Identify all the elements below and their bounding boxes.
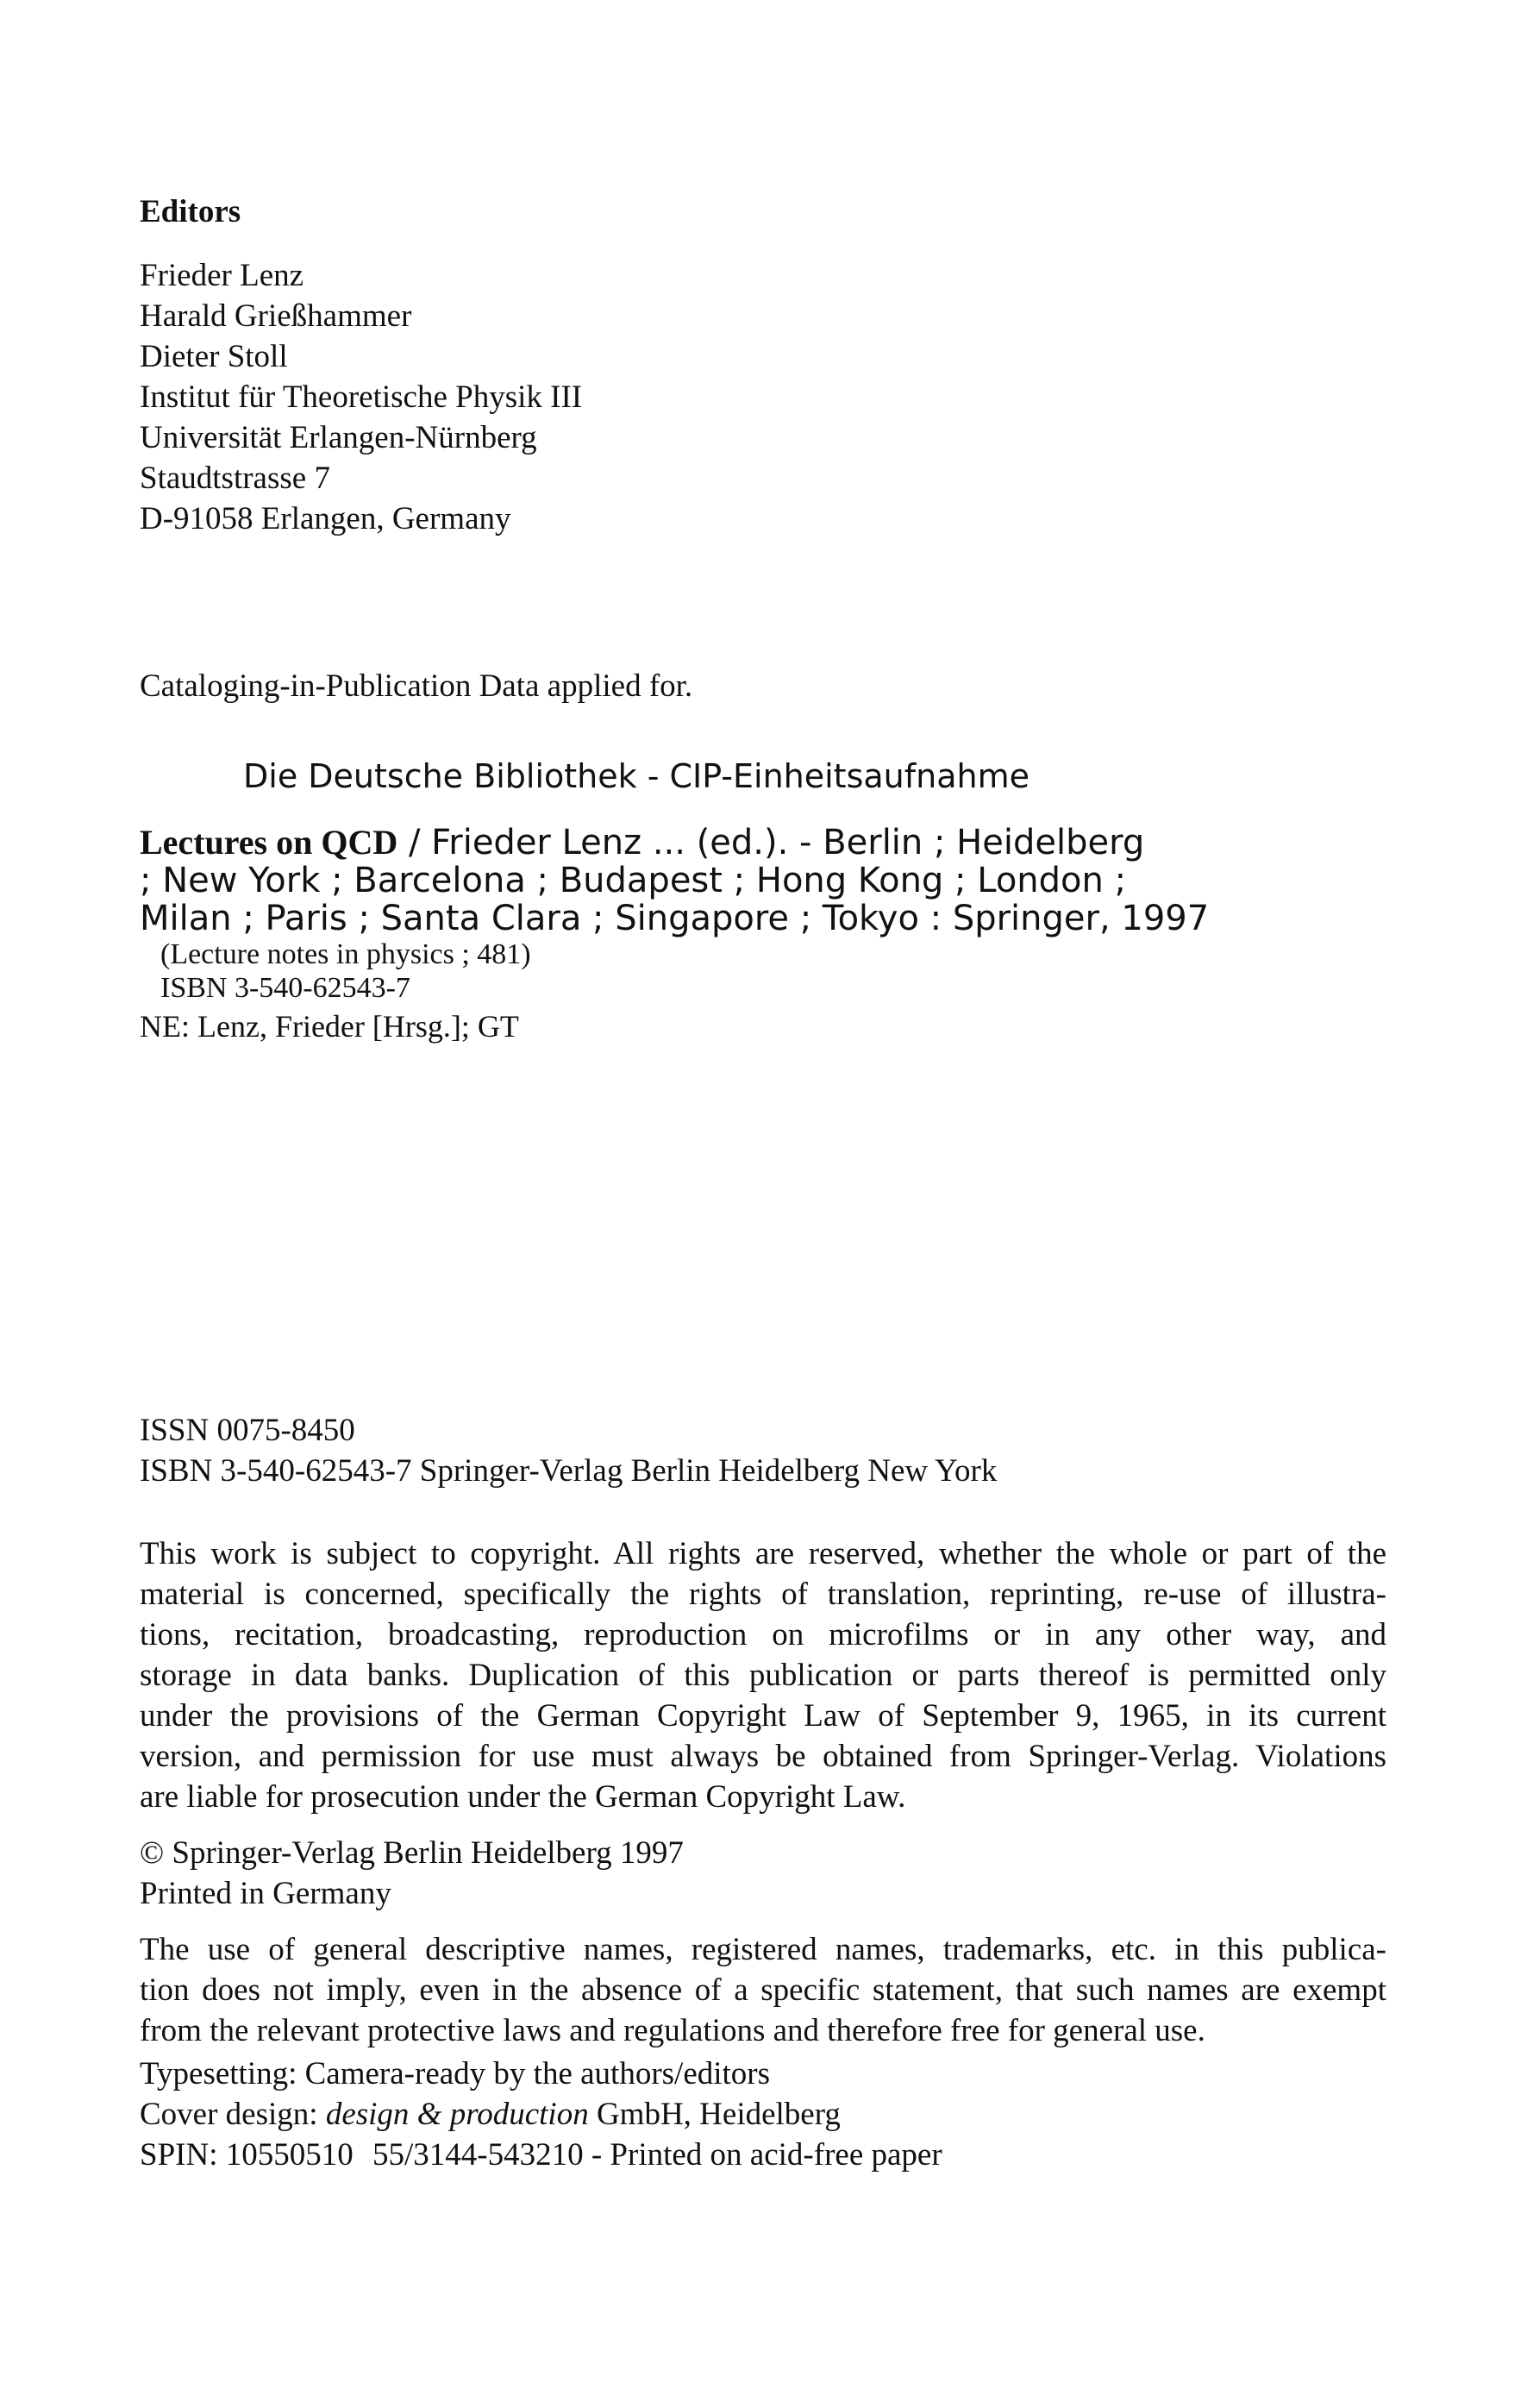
spin-number: SPIN: 10550510 (140, 2137, 354, 2173)
university-line: Universität Erlangen-Nürnberg (140, 420, 537, 455)
editors-heading: Editors (140, 194, 241, 229)
cip-record (140, 824, 1209, 1048)
typesetting-line: Typesetting: Camera-ready by the authors/editors (140, 2056, 771, 2091)
copyright-line: under the provisions of the German Copyright Law of September 9, 1965, in its current (140, 1698, 1386, 1734)
spin-line (140, 2135, 942, 2175)
cover-label: Cover design: (140, 2097, 326, 2132)
identifiers (140, 1410, 997, 1491)
editor-name: Dieter Stoll (140, 339, 288, 374)
isbn-line: ISBN 3-540-62543-7 Springer-Verlag Berlin Heidelberg New York (140, 1453, 998, 1489)
cip-series: (Lecture notes in physics ; 481) (160, 938, 531, 970)
cip-ne: NE: Lenz, Frieder [Hrsg.]; GT (140, 1009, 519, 1044)
cip-isbn: ISBN 3-540-62543-7 (160, 972, 410, 1004)
cover-design-line (140, 2094, 942, 2135)
publisher-copyright: © Springer-Verlag Berlin Heidelberg 1997 (140, 1835, 684, 1871)
editor-name: Harald Grießhammer (140, 298, 412, 334)
cip-line-3: Milan ; Paris ; Santa Clara ; Singapore ; Tokyo : Springer, 1997 (140, 899, 1210, 938)
credits-block (140, 2054, 942, 2175)
cover-designer: design & production (325, 2097, 589, 2132)
trademark-notice (140, 1929, 1386, 2051)
copyright-line: This work is subject to copyright. All rights are reserved, whether the whole or part of the (140, 1536, 1386, 1571)
printed-in: Printed in Germany (140, 1876, 391, 1911)
cip-line-2: ; New York ; Barcelona ; Budapest ; Hong Kong ; London ; (140, 861, 1127, 900)
copyright-notice (140, 1533, 1386, 1817)
institute-line: Institut für Theoretische Physik III (140, 379, 583, 415)
copyright-line: tions, recitation, broadcasting, reproduction on microfilms or in any other way, and (140, 1617, 1386, 1652)
cip-title: Lectures on QCD (140, 823, 398, 862)
street-line: Staudtstrasse 7 (140, 461, 330, 496)
trademark-line: The use of general descriptive names, registered names, trademarks, etc. in this publica- (140, 1932, 1386, 1967)
publisher-block (140, 1833, 684, 1914)
copyright-line: are liable for prosecution under the German Copyright Law. (140, 1779, 906, 1815)
cover-rest: GmbH, Heidelberg (588, 2097, 841, 2132)
issn-line: ISSN 0075-8450 (140, 1413, 355, 1448)
city-line: D-91058 Erlangen, Germany (140, 501, 511, 536)
cip-header: Die Deutsche Bibliothek - CIP-Einheitsaufnahme (243, 757, 1029, 795)
copyright-line: material is concerned, specifically the rights of translation, reprinting, re-use of illustra- (140, 1577, 1386, 1612)
trademark-line: tion does not imply, even in the absence of a specific statement, that such names are exempt (140, 1972, 1386, 2008)
cataloging-applied: Cataloging-in-Publication Data applied for. (140, 668, 693, 704)
copyright-line: storage in data banks. Duplication of this publication or parts thereof is permitted only (140, 1658, 1386, 1693)
cip-line-1 (140, 824, 1209, 862)
trademark-line: from the relevant protective laws and regulations and therefore free for general use. (140, 2013, 1205, 2048)
editor-name: Frieder Lenz (140, 258, 304, 293)
spin-code: 55/3144-543210 - Printed on acid-free paper (372, 2137, 942, 2173)
copyright-line: version, and permission for use must always be obtained from Springer-Verlag. Violations (140, 1739, 1386, 1774)
cip-line-1-rest: / Frieder Lenz ... (ed.). - Berlin ; Heidelberg (397, 823, 1145, 862)
editors-address (140, 255, 582, 539)
